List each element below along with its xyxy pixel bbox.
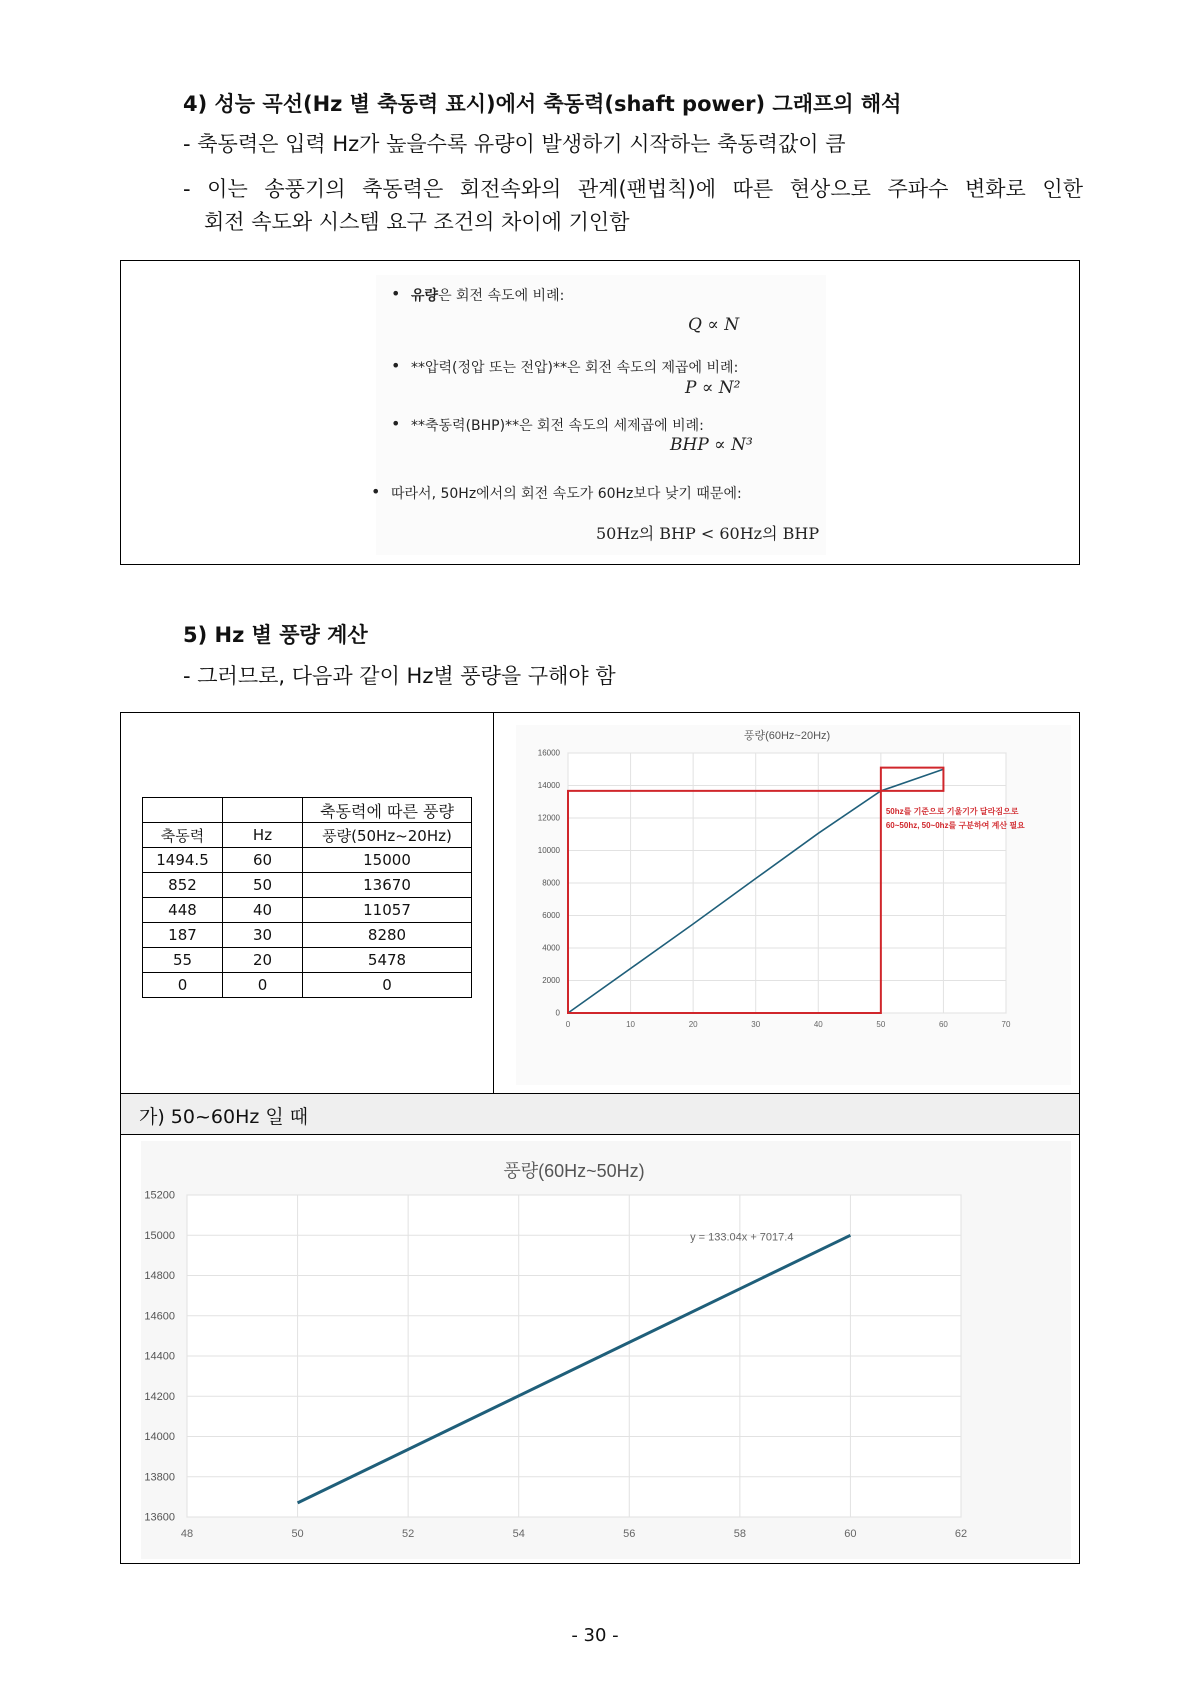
x-tick-label: 40 (813, 1020, 823, 1029)
y-tick-label: 15000 (144, 1229, 175, 1242)
table-row (143, 973, 472, 998)
x-tick-label: 0 (565, 1020, 571, 1029)
section-4-bullet-1: - 축동력은 입력 Hz가 높을수록 유량이 발생하기 시작하는 축동력값이 큼 (183, 132, 846, 156)
table-header: 축동력 (143, 823, 223, 848)
table-cell: 0 (303, 973, 472, 998)
cell-divider (493, 713, 494, 1093)
table-cell: 0 (223, 973, 303, 998)
trendline-label: y = 133.04x + 7017.4 (690, 1231, 794, 1244)
y-tick-label: 4000 (542, 943, 560, 953)
y-tick-label: 6000 (542, 911, 560, 921)
section-4-bullet-2-line-1: - 이는 송풍기의 축동력은 회전속와의 관계(팬법칙)에 따른 현상으로 주파수 변화로 인한 (183, 177, 1083, 201)
x-tick-label: 48 (180, 1528, 194, 1540)
formula-pressure: P ∝ N² (685, 378, 741, 398)
y-tick-label: 10000 (537, 846, 560, 856)
chart-title: 풍량(60Hz~50Hz) (503, 1161, 645, 1181)
table-row (143, 873, 472, 898)
table-cell: 50 (223, 873, 303, 898)
y-tick-label: 12000 (537, 813, 560, 823)
y-tick-label: 14400 (144, 1350, 175, 1363)
formula-item-flow: • 유량은 회전 속도에 비례: (411, 285, 564, 305)
chart-title: 풍량(60Hz~20Hz) (743, 730, 831, 742)
x-tick-label: 50 (291, 1528, 304, 1540)
table-header: 풍량(50Hz~20Hz) (303, 823, 472, 848)
y-tick-label: 16000 (537, 748, 560, 758)
formula-comparison: 50Hz의 BHP < 60Hz의 BHP (596, 524, 820, 543)
table-cell: 5478 (303, 948, 472, 973)
y-tick-label: 13800 (144, 1471, 175, 1484)
y-tick-label: 14600 (144, 1310, 175, 1323)
table-cell: 852 (143, 873, 223, 898)
x-tick-label: 30 (751, 1020, 761, 1029)
x-tick-label: 70 (1001, 1020, 1011, 1029)
table-cell: 448 (143, 898, 223, 923)
x-tick-label: 10 (626, 1020, 636, 1029)
annotation-line-2: 60~50hz, 50~0hz를 구분하여 계산 필요 (885, 820, 1025, 830)
table-cell: 13670 (303, 873, 472, 898)
x-tick-label: 54 (512, 1528, 525, 1540)
x-tick-label: 56 (623, 1528, 636, 1540)
table-header: Hz (223, 823, 303, 848)
table-cell: 40 (223, 898, 303, 923)
table-header-top: 축동력에 따른 풍량 (303, 798, 472, 823)
x-tick-label: 20 (688, 1020, 698, 1029)
table-cell: 60 (223, 848, 303, 873)
y-tick-label: 2000 (542, 976, 560, 986)
table-corner (223, 798, 303, 823)
table-row (143, 948, 472, 973)
table-cell: 0 (143, 973, 223, 998)
formula-item-pressure: • **압력(정압 또는 전압)**은 회전 속도의 제곱에 비례: (411, 357, 738, 377)
table-cell: 8280 (303, 923, 472, 948)
formula-item-bhp: • **축동력(BHP)**은 회전 속도의 세제곱에 비례: (411, 415, 704, 435)
x-tick-label: 60 (938, 1020, 948, 1029)
x-tick-label: 52 (402, 1528, 415, 1540)
annotation-line-1: 50hz를 기준으로 기울기가 달라짐으로 (885, 806, 1019, 816)
x-tick-label: 60 (844, 1528, 857, 1540)
table-cell: 30 (223, 923, 303, 948)
y-tick-label: 15200 (144, 1189, 175, 1202)
table-cell: 15000 (303, 848, 472, 873)
y-tick-label: 13600 (144, 1511, 175, 1524)
x-tick-label: 58 (733, 1528, 746, 1540)
section-5-heading: 5) Hz 별 풍량 계산 (183, 623, 368, 647)
table-row (143, 898, 472, 923)
flow-table (142, 797, 472, 998)
formula-flow: Q ∝ N (688, 315, 740, 335)
x-tick-label: 62 (954, 1528, 968, 1540)
table-cell: 187 (143, 923, 223, 948)
figure-box (120, 712, 1080, 1564)
table-corner (143, 798, 223, 823)
y-tick-label: 14200 (144, 1390, 175, 1403)
section-5-bullet-1: - 그러므로, 다음과 같이 Hz별 풍량을 구해야 함 (183, 664, 616, 688)
table-row (143, 923, 472, 948)
page-number: - 30 - (571, 1625, 619, 1646)
x-tick-label: 50 (876, 1020, 886, 1029)
table-cell: 11057 (303, 898, 472, 923)
y-tick-label: 14000 (144, 1431, 175, 1444)
formula-image (376, 275, 826, 555)
y-tick-label: 14800 (144, 1270, 175, 1283)
row-divider (121, 1134, 1079, 1135)
formula-conclusion: • 따라서, 50Hz에서의 회전 속도가 60Hz보다 낮기 때문에: (391, 483, 742, 503)
table-cell: 55 (143, 948, 223, 973)
section-4-heading: 4) 성능 곡선(Hz 별 축동력 표시)에서 축동력(shaft power) 그래프의 해석 (183, 92, 902, 116)
subsection-label: 가) 50~60Hz 일 때 (139, 1106, 309, 1128)
y-tick-label: 8000 (542, 878, 560, 888)
chart-flow-60-20hz (516, 725, 1071, 1085)
table-cell: 1494.5 (143, 848, 223, 873)
y-tick-label: 14000 (537, 781, 560, 791)
y-tick-label: 0 (555, 1008, 560, 1018)
formula-bhp: BHP ∝ N³ (670, 435, 753, 455)
section-4-bullet-2-line-2: 회전 속도와 시스템 요구 조건의 차이에 기인함 (204, 210, 630, 234)
formula-box (120, 260, 1080, 565)
table-cell: 20 (223, 948, 303, 973)
table-row (143, 848, 472, 873)
chart-flow-60-50hz (141, 1141, 1071, 1559)
